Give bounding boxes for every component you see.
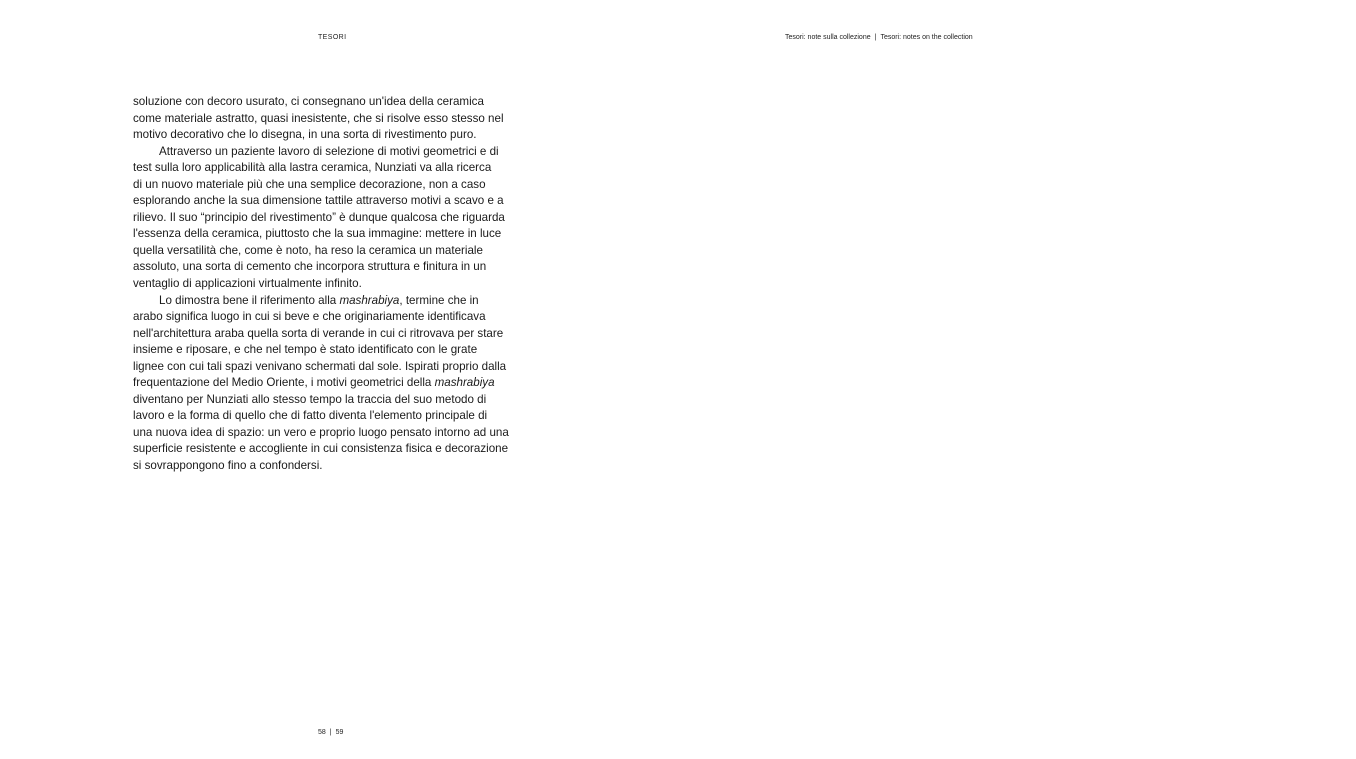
text-line <box>133 375 533 392</box>
paragraph-start-line: Attraverso un paziente lavoro di selezione di motivi geometrici e di <box>159 144 499 158</box>
text-line: l'essenza della ceramica, piuttosto che la sua immagine: mettere in luce <box>133 227 502 241</box>
italic-term: mashrabiya <box>434 376 495 390</box>
page-number-left: 58 <box>318 729 326 736</box>
text-segment: Lo dimostra bene il riferimento alla <box>159 293 340 307</box>
text-line: di un nuovo materiale più che una semplice decorazione, non a caso <box>133 177 486 191</box>
running-head-right <box>785 34 973 41</box>
page-number-separator: | <box>329 729 332 736</box>
text-line: ventaglio di applicazioni virtualmente infinito. <box>133 277 362 291</box>
text-line: arabo significa luogo in cui si beve e che originariamente identificava <box>133 310 486 324</box>
text-line: esplorando anche la sua dimensione tattile attraverso motivi a scavo e a <box>133 194 504 208</box>
page-number-right: 59 <box>335 729 344 736</box>
text-segment: , termine che in <box>399 293 479 307</box>
page-numbers <box>318 729 343 736</box>
text-line: assoluto, una sorta di cemento che incorpora struttura e finitura in un <box>133 260 487 274</box>
text-line: test sulla loro applicabilità alla lastra ceramica, Nunziati va alla ricerca <box>133 161 492 175</box>
text-line: lignee con cui tali spazi venivano schermati dal sole. Ispirati proprio dalla <box>133 359 507 373</box>
text-line: una nuova idea di spazio: un vero e proprio luogo pensato intorno ad una <box>133 425 509 439</box>
text-line: soluzione con decoro usurato, ci consegnano un'idea della ceramica <box>133 95 484 108</box>
text-line: quella versatilità che, come è noto, ha reso la ceramica un materiale <box>133 243 483 257</box>
text-segment: frequentazione del Medio Oriente, i motivi geometrici della <box>133 376 435 390</box>
text-line: insieme e riposare, e che nel tempo è stato identificato con le grate <box>133 343 478 357</box>
paragraph-start-line <box>133 293 533 310</box>
running-head-left: TESORI <box>318 34 347 41</box>
running-head-separator: | <box>874 34 877 41</box>
text-line: nell'architettura araba quella sorta di verande in cui ci ritrovava per stare <box>133 326 504 340</box>
italic-term: mashrabiya <box>339 293 400 307</box>
text-line: diventano per Nunziati allo stesso tempo la traccia del suo metodo di <box>133 392 487 406</box>
text-line: superficie resistente e accogliente in cui consistenza fisica e decorazione <box>133 442 509 456</box>
text-line: come materiale astratto, quasi inesistente, che si risolve esso stesso nel <box>133 111 504 125</box>
running-head-title-italian: Tesori: note sulla collezione <box>785 34 871 41</box>
text-line: rilievo. Il suo “principio del rivestimento” è dunque qualcosa che riguarda <box>133 210 505 224</box>
body-text <box>133 94 533 475</box>
text-line: lavoro e la forma di quello che di fatto diventa l'elemento principale di <box>133 409 488 423</box>
running-head-title-english: Tesori: notes on the collection <box>880 34 973 41</box>
text-line: motivo decorativo che lo disegna, in una sorta di rivestimento puro. <box>133 128 477 142</box>
text-line: si sovrappongono fino a confondersi. <box>133 459 323 473</box>
